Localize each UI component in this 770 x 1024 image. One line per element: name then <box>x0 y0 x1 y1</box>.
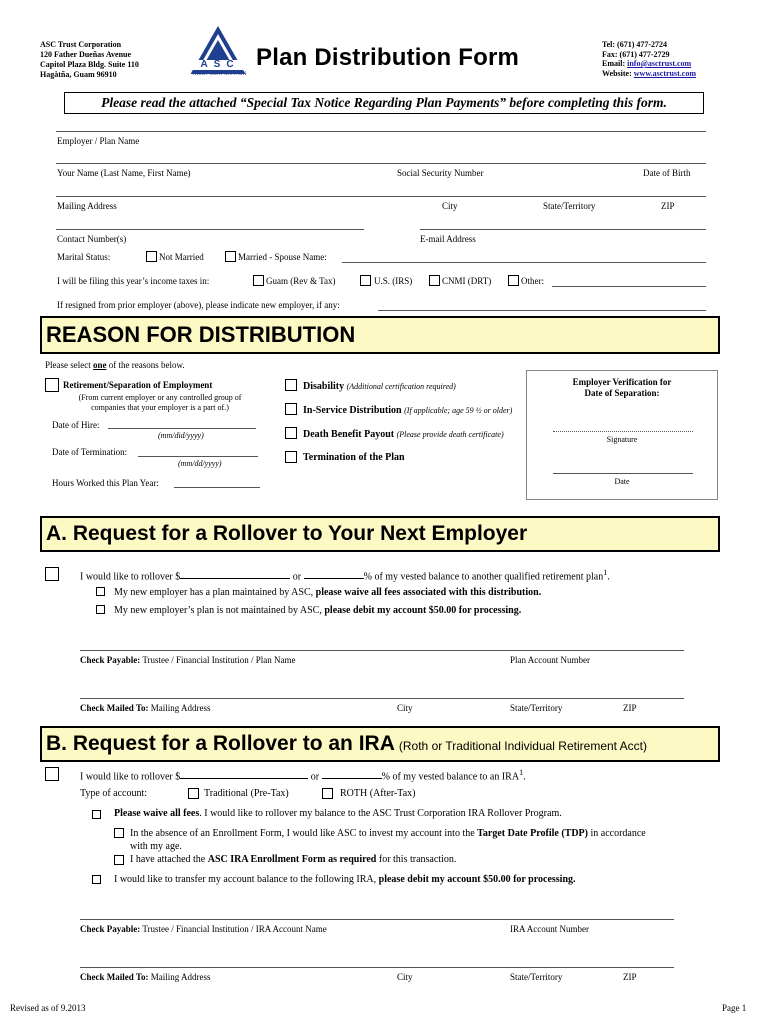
death-row: Death Benefit Payout (Please provide death certificate) <box>303 429 504 440</box>
state-label: State/Territory <box>543 201 596 211</box>
address-line-1: 120 Father Dueñas Avenue <box>40 50 132 59</box>
disability-checkbox[interactable] <box>285 379 297 391</box>
name-line[interactable] <box>56 163 706 164</box>
date-term-line[interactable] <box>138 456 258 457</box>
section-a-mailed-label: Check Mailed To: Mailing Address <box>80 703 211 713</box>
section-b-ira-account-label: IRA Account Number <box>510 924 589 934</box>
tel: Tel: (671) 477-2724 <box>602 40 668 49</box>
section-a-rollover-line: I would like to rollover $ or % of my vested balance to another qualified retirement plan$^1$. <box>80 568 610 583</box>
reason-heading: REASON FOR DISTRIBUTION <box>46 322 356 347</box>
guam-label: Guam (Rev & Tax) <box>266 276 336 286</box>
guam-checkbox[interactable] <box>253 275 264 286</box>
section-a-opt2: My new employer’s plan is not maintained by ASC, please debit my account $50.00 for processing. <box>114 605 522 616</box>
date-term-label: Date of Termination: <box>52 447 128 457</box>
section-b-checkbox[interactable] <box>45 767 59 781</box>
employer-verification-box <box>526 370 718 500</box>
notice-text: Please read the attached “Special Tax Notice Regarding Plan Payments” before completing this form. <box>101 95 667 110</box>
waive-fees-text: Please waive all fees. I would like to rollover my balance to the ASC Trust Corporation IRA Rollover Program. <box>114 808 562 819</box>
section-a-city-label: City <box>397 703 413 713</box>
section-a-opt1-checkbox[interactable] <box>96 587 105 596</box>
new-employer-line[interactable] <box>378 310 706 311</box>
section-b-mailed-label: Check Mailed To: Mailing Address <box>80 972 211 982</box>
date-hire-label: Date of Hire: <box>52 420 100 430</box>
form-title: Plan Distribution Form <box>256 44 520 71</box>
fax: Fax: (671) 477-2729 <box>602 49 670 59</box>
spouse-name-line[interactable] <box>342 262 706 263</box>
contact-line[interactable] <box>56 229 364 230</box>
date-label: Date <box>614 477 630 486</box>
retirement-label: Retirement/Separation of Employment <box>63 380 213 390</box>
inservice-row: In-Service Distribution (If applicable; age 59 ½ or older) <box>303 405 513 416</box>
section-b-city-label: City <box>397 972 413 982</box>
section-a-mailed-line[interactable] <box>80 698 684 699</box>
asc-logo <box>188 26 250 80</box>
married-checkbox[interactable] <box>225 251 236 262</box>
waive-fees-checkbox[interactable] <box>92 810 101 819</box>
traditional-label: Traditional (Pre-Tax) <box>204 788 289 799</box>
cnmi-checkbox[interactable] <box>429 275 440 286</box>
section-a-checkbox[interactable] <box>45 567 59 581</box>
section-b-state-label: State/Territory <box>510 972 563 982</box>
website-link[interactable]: www.asctrust.com <box>633 68 696 78</box>
logo-text: ASC <box>200 59 240 70</box>
address-line-2: Capitol Plaza Bldg. Suite 110 <box>40 60 139 69</box>
enroll-text: In the absence of an Enrollment Form, I would like ASC to invest my account into the Target Date Profile (TDP) in accordance with my age. <box>130 828 646 852</box>
zip-label: ZIP <box>661 201 675 211</box>
termination-label: Termination of the Plan <box>303 452 405 463</box>
filing-label: I will be filing this year’s income taxes in: <box>57 276 210 286</box>
section-a-zip-label: ZIP <box>623 703 637 713</box>
email-line[interactable] <box>420 229 706 230</box>
ssn-label: Social Security Number <box>397 168 484 178</box>
disability-row: Disability (Additional certification required) <box>303 381 456 392</box>
address-line-3: Hagåtña, Guam 96910 <box>40 70 117 79</box>
reason-banner <box>40 316 720 354</box>
website-label: Website: <box>602 68 632 78</box>
company-name: ASC Trust Corporation <box>40 40 122 49</box>
enroll-checkbox[interactable] <box>114 828 124 838</box>
cnmi-label: CNMI (DRT) <box>442 276 492 286</box>
section-b-payable-label: Check Payable: Trustee / Financial Institution / IRA Account Name <box>80 924 327 934</box>
mailing-address-label: Mailing Address <box>57 201 117 211</box>
logo-subtext: TRUST CORPORATION <box>191 71 247 77</box>
section-b-payable-line[interactable] <box>80 919 674 920</box>
employer-line[interactable] <box>56 131 706 132</box>
section-b-banner <box>40 726 720 762</box>
page-number: Page 1 <box>722 1003 747 1013</box>
email-link[interactable]: info@asctrust.com <box>627 59 692 68</box>
email-label: Email: <box>602 59 626 68</box>
contact-label: Contact Number(s) <box>57 234 127 244</box>
section-a-payable-line[interactable] <box>80 650 684 651</box>
section-a-amount-field[interactable] <box>180 578 290 579</box>
section-b-zip-label: ZIP <box>623 972 637 982</box>
transfer-text: I would like to transfer my account balance to the following IRA, please debit my account $50.00 for processing. <box>114 874 576 885</box>
signature-label: Signature <box>606 435 638 444</box>
verification-title-2: Date of Separation: <box>584 388 660 398</box>
section-b-percent-field[interactable] <box>322 778 382 779</box>
us-checkbox[interactable] <box>360 275 371 286</box>
section-a-percent-field[interactable] <box>304 578 364 579</box>
not-married-checkbox[interactable] <box>146 251 157 262</box>
us-label: U.S. (IRS) <box>374 276 413 286</box>
date-hire-line[interactable] <box>108 428 256 429</box>
attached-text: I have attached the ASC IRA Enrollment Form as required for this transaction. <box>130 854 457 865</box>
retirement-checkbox[interactable] <box>45 378 59 392</box>
section-b-mailed-line[interactable] <box>80 967 674 968</box>
city-label: City <box>442 201 458 211</box>
other-checkbox[interactable] <box>508 275 519 286</box>
section-a-opt1: My new employer has a plan maintained by ASC, please waive all fees associated with this distribution. <box>114 587 542 598</box>
email-label-field: E-mail Address <box>420 234 476 244</box>
hours-line[interactable] <box>174 487 260 488</box>
married-label: Married - Spouse Name: <box>238 252 327 262</box>
section-b-amount-field[interactable] <box>180 778 308 779</box>
not-married-label: Not Married <box>159 252 204 262</box>
your-name-label: Your Name (Last Name, First Name) <box>57 168 191 178</box>
attached-checkbox[interactable] <box>114 855 124 865</box>
date-line[interactable] <box>553 473 693 474</box>
retirement-note-2: companies that your employer is a part of.) <box>91 403 229 412</box>
section-a-opt2-checkbox[interactable] <box>96 605 105 614</box>
date-hire-format: (mm/did/yyyy) <box>158 431 204 440</box>
marital-status-label: Marital Status: <box>57 252 111 262</box>
section-a-plan-account-label: Plan Account Number <box>510 655 590 665</box>
notice-box <box>64 92 704 114</box>
section-a-payable-label: Check Payable: Trustee / Financial Institution / Plan Name <box>80 655 296 665</box>
other-label: Other: <box>521 276 544 286</box>
date-term-format: (mm/dd/yyyy) <box>178 459 222 468</box>
section-b-rollover-line: I would like to rollover $ or % of my vested balance to an IRA$^1$. <box>80 768 526 783</box>
roth-checkbox[interactable] <box>322 788 333 799</box>
signature-line[interactable] <box>553 431 693 432</box>
select-instruction: Please select one of the reasons below. <box>45 360 185 370</box>
resigned-label: If resigned from prior employer (above), please indicate new employer, if any: <box>57 300 340 310</box>
verification-title-1: Employer Verification for <box>572 377 672 387</box>
traditional-checkbox[interactable] <box>188 788 199 799</box>
section-b-heading: B. Request for a Rollover to an IRA <box>46 732 395 755</box>
retirement-note-1: (From current employer or any controlled group of <box>78 393 242 402</box>
other-line[interactable] <box>552 286 706 287</box>
dob-label: Date of Birth <box>643 168 691 178</box>
hours-label: Hours Worked this Plan Year: <box>52 478 159 488</box>
termination-checkbox[interactable] <box>285 451 297 463</box>
death-checkbox[interactable] <box>285 427 297 439</box>
employer-plan-label: Employer / Plan Name <box>57 136 140 146</box>
section-a-banner <box>40 516 720 552</box>
section-a-heading: A. Request for a Rollover to Your Next Employer <box>46 522 528 545</box>
revised-date: Revised as of 9.2013 <box>10 1003 86 1013</box>
account-type-label: Type of account: <box>80 788 148 799</box>
section-b-subheading: (Roth or Traditional Individual Retirement Acct) <box>398 739 647 753</box>
transfer-checkbox[interactable] <box>92 875 101 884</box>
address-line[interactable] <box>56 196 706 197</box>
roth-label: ROTH (After-Tax) <box>340 788 416 799</box>
inservice-checkbox[interactable] <box>285 403 297 415</box>
section-a-state-label: State/Territory <box>510 703 563 713</box>
